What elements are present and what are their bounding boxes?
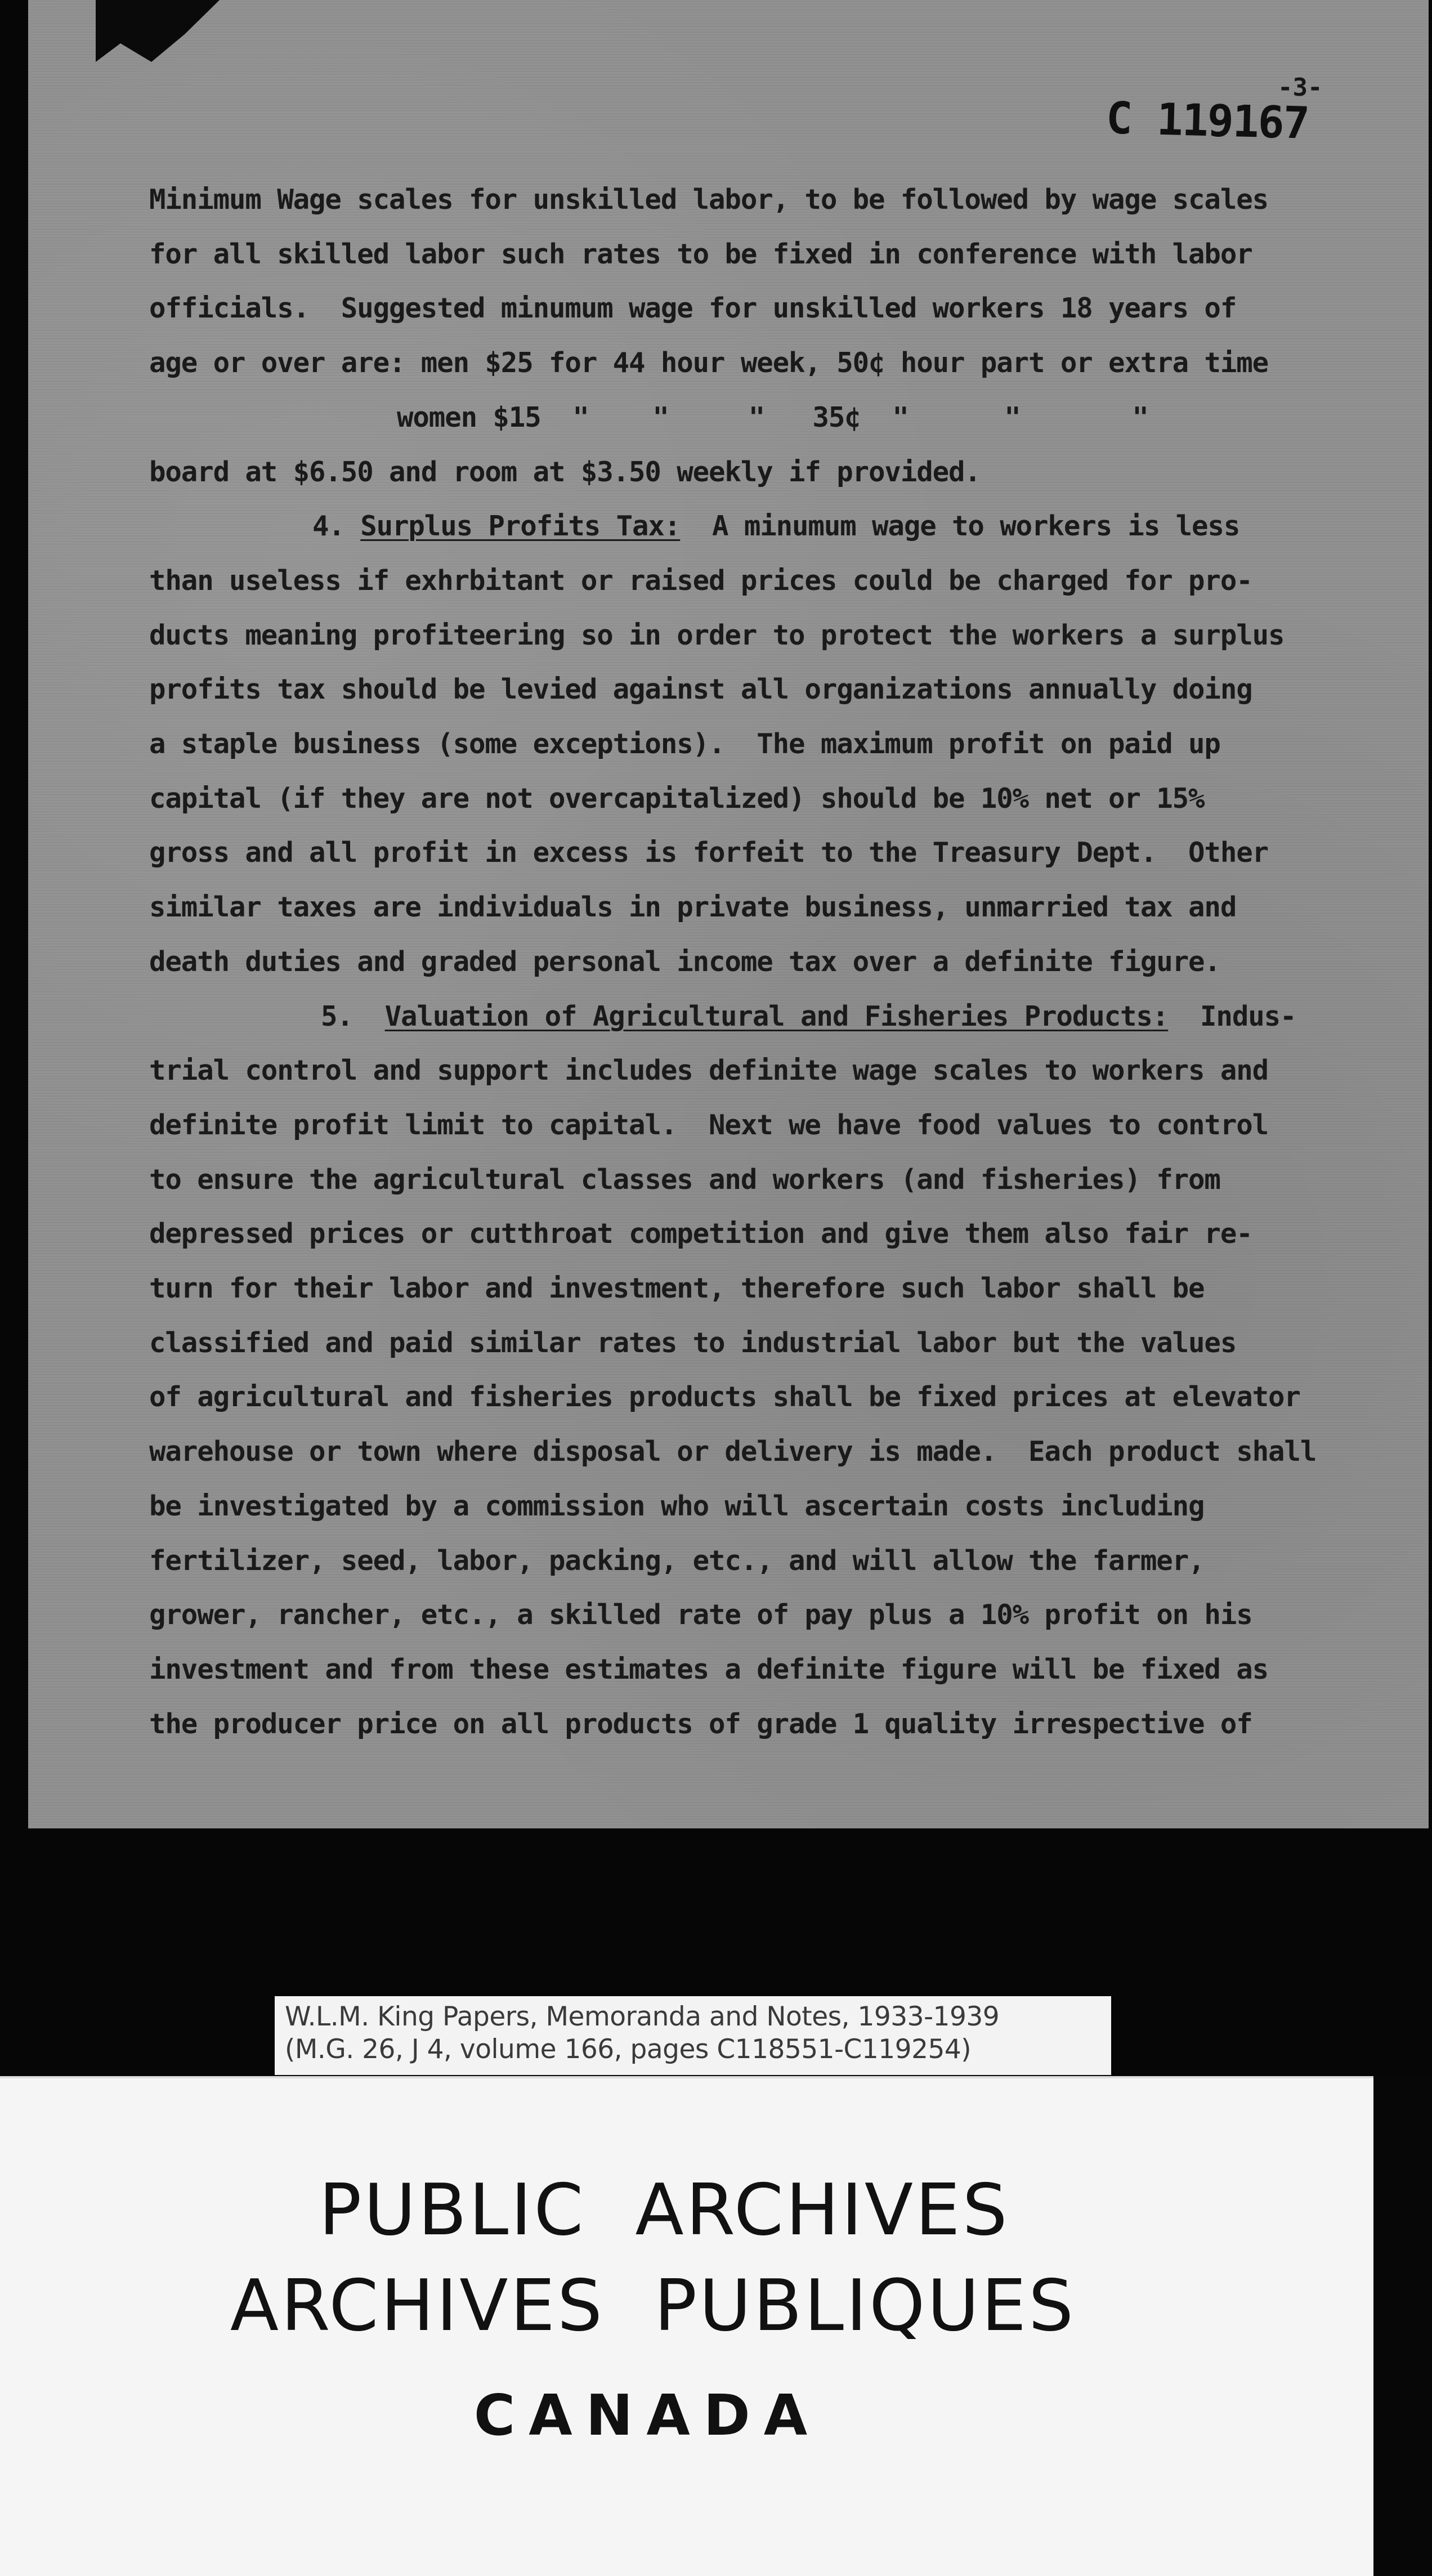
card-title-french: ARCHIVES PUBLIQUES	[230, 2264, 1076, 2347]
reference-line-2: (M.G. 26, J 4, volume 166, pages C118551-C119254)	[285, 2034, 972, 2065]
typed-line	[149, 564, 1252, 598]
line-text: similar taxes are individuals in private business, unmarried tax and	[149, 891, 1237, 923]
line-text: investment and from these estimates a definite figure will be fixed as	[149, 1653, 1269, 1685]
line-text: capital (if they are not overcapitalized) should be 10% net or 15%	[149, 782, 1205, 815]
line-text: classified and paid similar rates to industrial labor but the values	[149, 1327, 1237, 1359]
section-number: 4.	[312, 510, 361, 542]
typed-line	[149, 292, 1236, 325]
line-text: be investigated by a commission who will ascertain costs including	[149, 1490, 1205, 1522]
line-text: a staple business (some exceptions). The maximum profit on paid up	[149, 728, 1220, 760]
typed-line	[149, 1544, 1204, 1578]
line-text: women $15 " " " 35¢ " " "	[397, 401, 1148, 433]
typed-line	[149, 1707, 1252, 1741]
typed-line	[149, 1490, 1204, 1523]
section-heading: Valuation of Agricultural and Fisheries Products:	[384, 1000, 1169, 1032]
typed-line	[149, 619, 1284, 652]
typed-line	[149, 346, 1268, 380]
line-text: Minimum Wage scales for unskilled labor, to be followed by wage scales	[149, 184, 1269, 216]
archive-reference-label	[275, 1996, 1111, 2075]
typed-line	[149, 455, 981, 489]
typed-line	[149, 238, 1252, 271]
typed-line	[149, 1163, 1220, 1197]
typed-line	[149, 1598, 1252, 1632]
line-text: of agricultural and fisheries products shall be fixed prices at elevator	[149, 1381, 1300, 1413]
film-edge	[1373, 2076, 1432, 2576]
card-title-english: PUBLIC ARCHIVES	[319, 2168, 1010, 2251]
typed-line	[149, 1380, 1300, 1414]
line-text: death duties and graded personal income tax over a definite figure.	[149, 946, 1220, 978]
line-text: fertilizer, seed, labor, packing, etc., and will allow the farmer,	[149, 1545, 1205, 1577]
line-text: to ensure the agricultural classes and workers (and fisheries) from	[149, 1164, 1220, 1196]
typed-page	[28, 0, 1429, 1828]
typed-line	[149, 1326, 1236, 1360]
typed-line	[321, 1000, 1296, 1034]
typed-line	[149, 183, 1268, 217]
line-text: ducts meaning profiteering so in order to protect the workers a surplus	[149, 619, 1285, 651]
torn-corner	[96, 0, 220, 62]
line-text: officials. Suggested minumum wage for unskilled workers 18 years of	[149, 292, 1237, 324]
typed-line	[149, 673, 1252, 706]
line-text: grower, rancher, etc., a skilled rate of pay plus a 10% profit on his	[149, 1599, 1252, 1631]
typed-line	[149, 891, 1236, 924]
line-text: trial control and support includes definite wage scales to workers and	[149, 1054, 1269, 1086]
line-text: than useless if exhrbitant or raised prices could be charged for pro-	[149, 565, 1252, 597]
line-text: profits tax should be levied against all organizations annually doing	[149, 673, 1252, 705]
section-number: 5.	[321, 1000, 385, 1032]
line-text: warehouse or town where disposal or delivery is made. Each product shall	[149, 1435, 1317, 1468]
line-text: Indus-	[1168, 1000, 1296, 1032]
reference-line-1: W.L.M. King Papers, Memoranda and Notes, 1933-1939	[285, 2001, 1000, 2032]
card-country: CANADA	[473, 2382, 821, 2448]
line-text: A minumum wage to workers is less	[680, 510, 1240, 542]
typed-line	[397, 401, 1148, 435]
typed-line	[149, 1272, 1204, 1305]
line-text: depressed prices or cutthroat competition and give them also fair re-	[149, 1218, 1252, 1250]
typed-line	[149, 945, 1220, 979]
typed-line	[149, 836, 1268, 870]
line-text: definite profit limit to capital. Next we have food values to control	[149, 1109, 1269, 1141]
line-text: gross and all profit in excess is forfeit to the Treasury Dept. Other	[149, 837, 1269, 869]
typed-line	[149, 1054, 1268, 1088]
archive-stamp-number: C 119167	[1105, 93, 1309, 149]
typed-line	[149, 782, 1204, 816]
typed-line	[149, 1435, 1316, 1469]
page-number: -3-	[1278, 73, 1323, 102]
line-text: board at $6.50 and room at $3.50 weekly if provided.	[149, 456, 981, 488]
typed-line	[149, 727, 1220, 761]
line-text: age or over are: men $25 for 44 hour week, 50¢ hour part or extra time	[149, 347, 1269, 379]
public-archives-card	[0, 2076, 1373, 2576]
line-text: the producer price on all products of grade 1 quality irrespective of	[149, 1708, 1252, 1740]
typed-line	[312, 509, 1239, 543]
line-text: for all skilled labor such rates to be fixed in conference with labor	[149, 238, 1252, 270]
typed-line	[149, 1108, 1268, 1142]
typed-line	[149, 1217, 1252, 1251]
typed-line	[149, 1653, 1268, 1687]
line-text: turn for their labor and investment, therefore such labor shall be	[149, 1272, 1205, 1304]
section-heading: Surplus Profits Tax:	[360, 510, 681, 542]
